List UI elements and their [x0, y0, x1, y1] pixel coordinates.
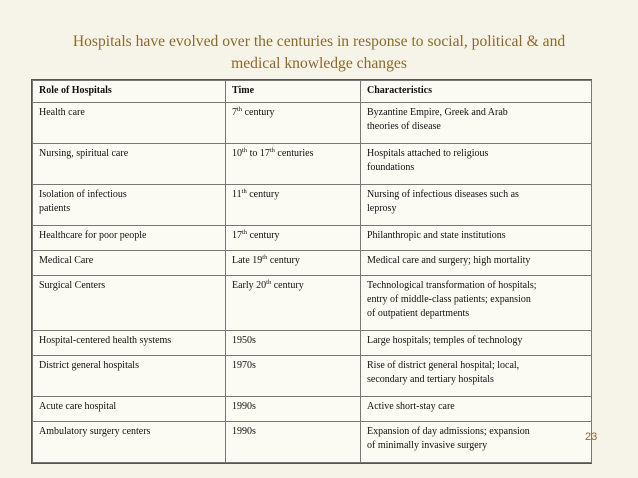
time-cell — [226, 251, 361, 276]
time-cell — [226, 144, 361, 185]
role-cell: Acute care hospital — [33, 397, 226, 422]
role-cell: Health care — [33, 103, 226, 144]
time-text: 1990s — [232, 426, 256, 437]
characteristics-line: of minimally invasive surgery — [367, 440, 488, 451]
time-cell — [226, 276, 361, 331]
role-cell: Hospital-centered health systems — [33, 331, 226, 356]
characteristics-cell — [361, 251, 592, 276]
time-text: 11 — [232, 189, 242, 200]
table-row — [33, 331, 592, 356]
characteristics-line: Rise of district general hospital; local, — [367, 360, 520, 371]
characteristics-cell — [361, 276, 592, 331]
ordinal-suffix: th — [242, 229, 248, 236]
role-cell: Medical Care — [33, 251, 226, 276]
time-cell — [226, 356, 361, 397]
time-text: 10 — [232, 148, 242, 159]
time-cell — [226, 422, 361, 463]
characteristics-line: Medical care and surgery; high mortality — [367, 255, 531, 266]
table-row — [33, 356, 592, 397]
time-text: 1950s — [232, 335, 256, 346]
characteristics-line: foundations — [367, 162, 415, 173]
time-cell — [226, 397, 361, 422]
role-line: Isolation of infectious — [39, 189, 127, 200]
characteristics-line: theories of disease — [367, 121, 441, 132]
table-row — [33, 185, 592, 226]
table-row — [33, 251, 592, 276]
ordinal-suffix: th — [269, 147, 275, 154]
time-text: century — [246, 189, 280, 200]
characteristics-line: Technological transformation of hospitals; — [367, 280, 537, 291]
ordinal-suffix: th — [262, 254, 268, 261]
characteristics-cell — [361, 226, 592, 251]
time-cell — [226, 185, 361, 226]
role-cell: Surgical Centers — [33, 276, 226, 331]
role-cell: Healthcare for poor people — [33, 226, 226, 251]
ordinal-suffix: th — [266, 279, 272, 286]
table-header-row — [33, 81, 592, 103]
time-text: 1990s — [232, 401, 256, 412]
role-line: patients — [39, 203, 71, 214]
role-cell — [33, 185, 226, 226]
characteristics-line: Philanthropic and state institutions — [367, 230, 506, 241]
time-cell — [226, 103, 361, 144]
time-text: to 17 — [247, 148, 270, 159]
characteristics-line: secondary and tertiary hospitals — [367, 374, 494, 385]
characteristics-cell — [361, 144, 592, 185]
ordinal-suffix: th — [242, 147, 248, 154]
characteristics-line: leprosy — [367, 203, 397, 214]
time-text: 17 — [232, 230, 242, 241]
slide-title-line-2: medical knowledge changes — [231, 55, 407, 72]
time-text: 1970s — [232, 360, 256, 371]
table-body — [33, 103, 592, 463]
role-cell: Ambulatory surgery centers — [33, 422, 226, 463]
characteristics-line: Nursing of infectious diseases such as — [367, 189, 519, 200]
ordinal-suffix: th — [237, 106, 243, 113]
characteristics-cell — [361, 185, 592, 226]
characteristics-cell — [361, 356, 592, 397]
characteristics-line: Large hospitals; temples of technology — [367, 335, 523, 346]
table-row — [33, 397, 592, 422]
characteristics-line: Hospitals attached to religious — [367, 148, 489, 159]
time-text: century — [242, 107, 275, 118]
time-text: century — [247, 230, 280, 241]
role-cell: Nursing, spiritual care — [33, 144, 226, 185]
time-text: Late 19 — [232, 255, 263, 266]
slide-title — [20, 31, 618, 75]
header-time: Time — [226, 81, 361, 103]
time-cell — [226, 226, 361, 251]
time-text: 7 — [232, 107, 237, 118]
slide-title-line-1: Hospitals have evolved over the centuries in response to social, political & and — [72, 33, 566, 50]
characteristics-line: Active short-stay care — [367, 401, 455, 412]
page-number: 23 — [585, 431, 598, 443]
time-text: century — [267, 255, 300, 266]
table-row — [33, 276, 592, 331]
characteristics-cell — [361, 103, 592, 144]
table-row — [33, 226, 592, 251]
time-cell — [226, 331, 361, 356]
characteristics-line: Byzantine Empire, Greek and Arab — [367, 107, 508, 118]
time-text: Early 20 — [232, 280, 267, 291]
header-characteristics: Characteristics — [361, 81, 592, 103]
table-row — [33, 422, 592, 463]
header-role: Role of Hospitals — [33, 81, 226, 103]
time-text: centuries — [274, 148, 314, 159]
characteristics-cell — [361, 331, 592, 356]
table-row — [33, 103, 592, 144]
table-row — [33, 144, 592, 185]
characteristics-line: entry of middle-class patients; expansion — [367, 294, 531, 305]
characteristics-cell — [361, 397, 592, 422]
hospital-history-table — [31, 79, 592, 464]
role-cell: District general hospitals — [33, 356, 226, 397]
characteristics-line: Expansion of day admissions; expansion — [367, 426, 530, 437]
time-text: century — [271, 280, 304, 291]
ordinal-suffix: th — [241, 188, 247, 195]
characteristics-cell — [361, 422, 592, 463]
characteristics-line: of outpatient departments — [367, 308, 470, 319]
